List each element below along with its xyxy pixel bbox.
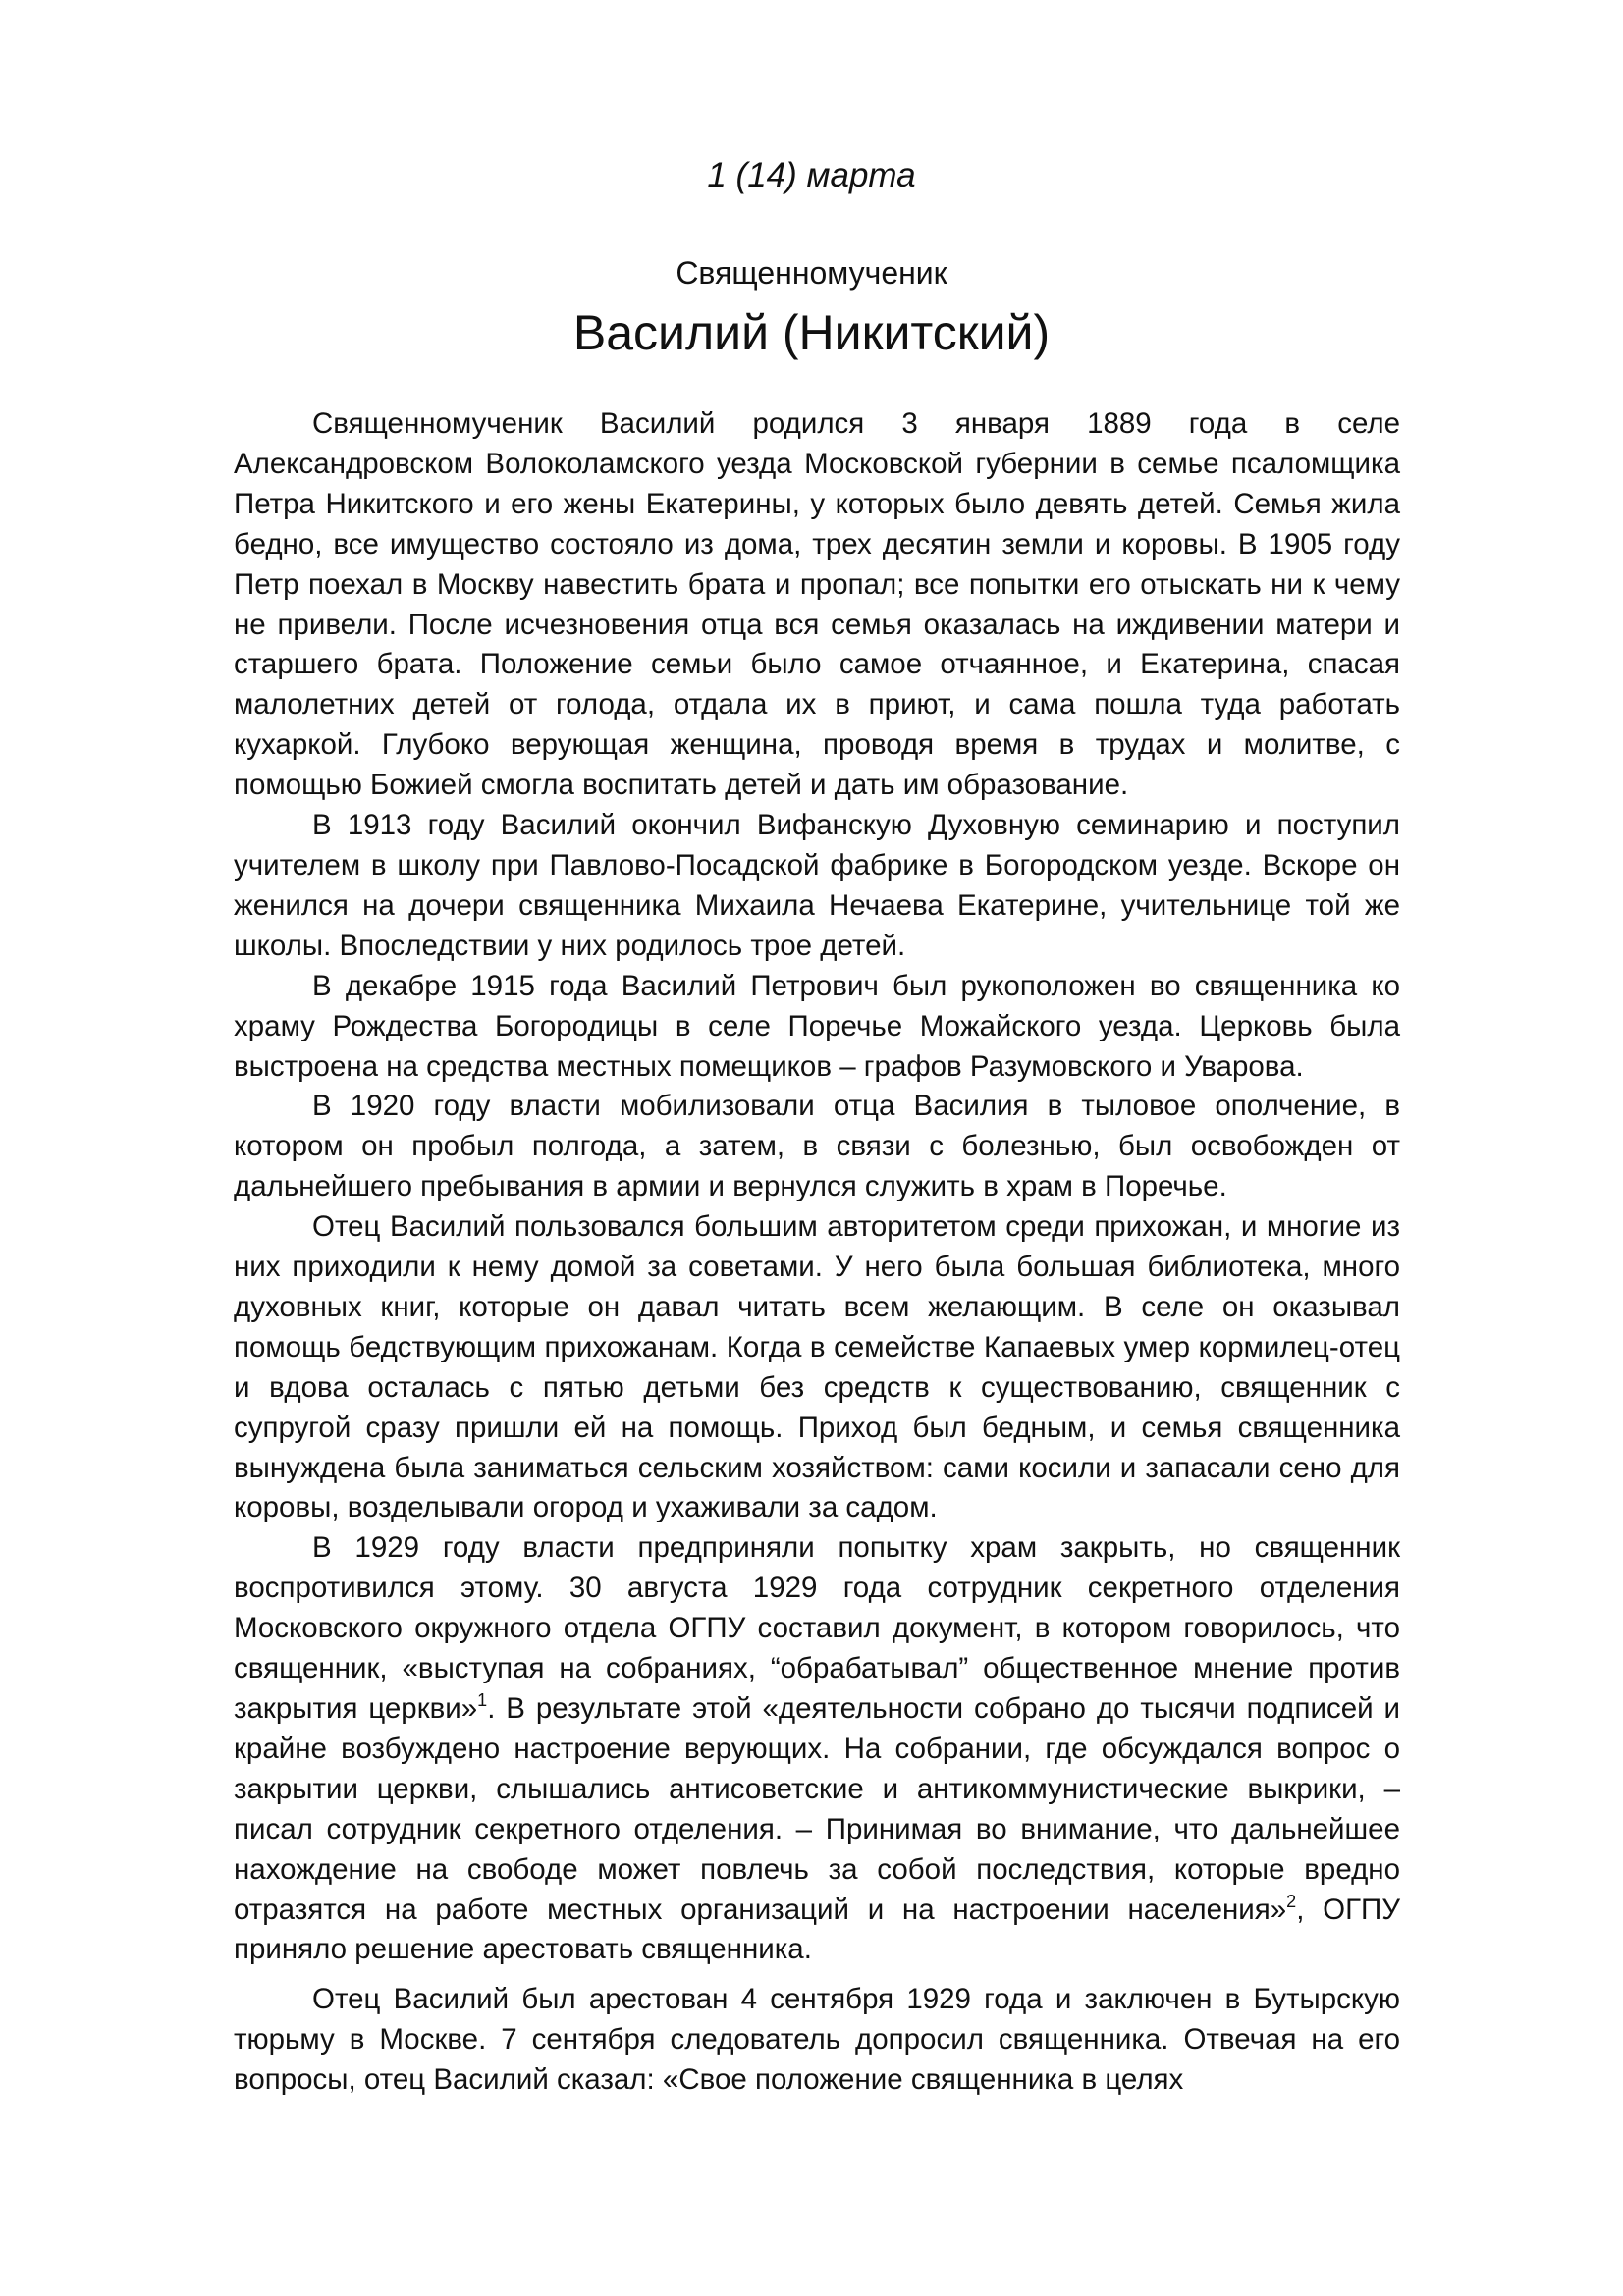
paragraph: Отец Василий был арестован 4 сентября 1929 года и заключен в Бутырскую тюрьму в Москве. 7 сентября следователь допросил священника. Отвечая на его вопросы, отец Василий сказал: «Свое положение священника в целях	[234, 1983, 1400, 2097]
paragraph: В декабре 1915 года Василий Петрович был рукоположен во священника ко храму Рождества Богородицы в селе Поречье Можайского уезда. Церковь была выстроена на средства местных помещиков – графов Разумовского и Уварова.	[234, 969, 1400, 1083]
paragraph-text: , ОГПУ приняло решение арестовать священника.	[234, 1893, 1400, 1966]
paragraph: В 1920 году власти мобилизовали отца Василия в тыловое ополчение, в котором он пробыл полгода, а затем, в связи с болезнью, был освобожден от дальнейшего пребывания в армии и вернулся служить в храм в Поречье.	[234, 1090, 1400, 1203]
paragraph: В 1913 году Василий окончил Вифанскую Духовную семинарию и поступил учителем в школу при Павлово-Посадской фабрике в Богородском уезде. Вскоре он женился на дочери священника Михаила Нечаева Екатерине, учительнице той же школы. Впоследствии у них родилось трое детей.	[234, 809, 1400, 962]
article-body	[234, 404, 1400, 2101]
paragraph: Отец Василий пользовался большим авторитетом среди прихожан, и многие из них приходили к нему домой за советами. У него была большая библиотека, много духовных книг, которые он давал читать всем желающим. В селе он оказывал помощь бедствующим прихожанам. Когда в семействе Капаевых умер кормилец-отец и вдова осталась с пятью детьми без средств к существованию, священник с супругой сразу пришли ей на помощь. Приход был бедным, и семья священника вынуждена была заниматься сельским хозяйством: сами косили и запасали сено для коровы, возделывали огород и ухаживали за садом.	[234, 1210, 1400, 1524]
paragraph	[234, 1528, 1400, 1970]
saint-rank: Священномученик	[676, 255, 947, 291]
paragraph: Священномученик Василий родился 3 января 1889 года в селе Александровском Волоколамского уезда Московской губернии в семье псаломщика Петра Никитского и его жены Екатерины, у которых было девять детей. Семья жила бедно, все имущество состояло из дома, трех десятин земли и коровы. В 1905 году Петр поехал в Москву навестить брата и пропал; все попытки его отыскать ни к чему не привели. После исчезновения отца вся семья оказалась на иждивении матери и старшего брата. Положение семьи было самое отчаянное, и Екатерина, спасая малолетних детей от голода, отдала их в приют, и сама пошла туда работать кухаркой. Глубоко верующая женщина, проводя время в трудах и молитве, с помощью Божией смогла воспитать детей и дать им образование.	[234, 407, 1400, 802]
paragraph-text: . В результате этой «деятельности собрано до тысячи подписей и крайне возбуждено настроение верующих. На собрании, где обсуждался вопрос о закрытии церкви, слышались антисоветские и антикоммунистические выкрики, – писал сотрудник секретного отделения. – Принимая во внимание, что дальнейшее нахождение на свободе может повлечь за собой последствия, которые вредно отразятся на работе местных организаций и на настроении населения»	[234, 1692, 1400, 1926]
footnote-ref: 1	[477, 1690, 488, 1710]
footnote-ref: 2	[1286, 1891, 1297, 1911]
paragraph-text: В 1929 году власти предприняли попытку храм закрыть, но священник воспротивился этому. 30 августа 1929 года сотрудник секретного отделения Московского окружного отдела ОГПУ составил документ, в котором говорилось, что священник, «выступая на собраниях, “обрабатывал” общественное мнение против закрытия церкви»	[234, 1531, 1400, 1725]
page-title: Василий (Никитский)	[572, 305, 1051, 360]
date-heading: 1 (14) марта	[707, 156, 916, 194]
